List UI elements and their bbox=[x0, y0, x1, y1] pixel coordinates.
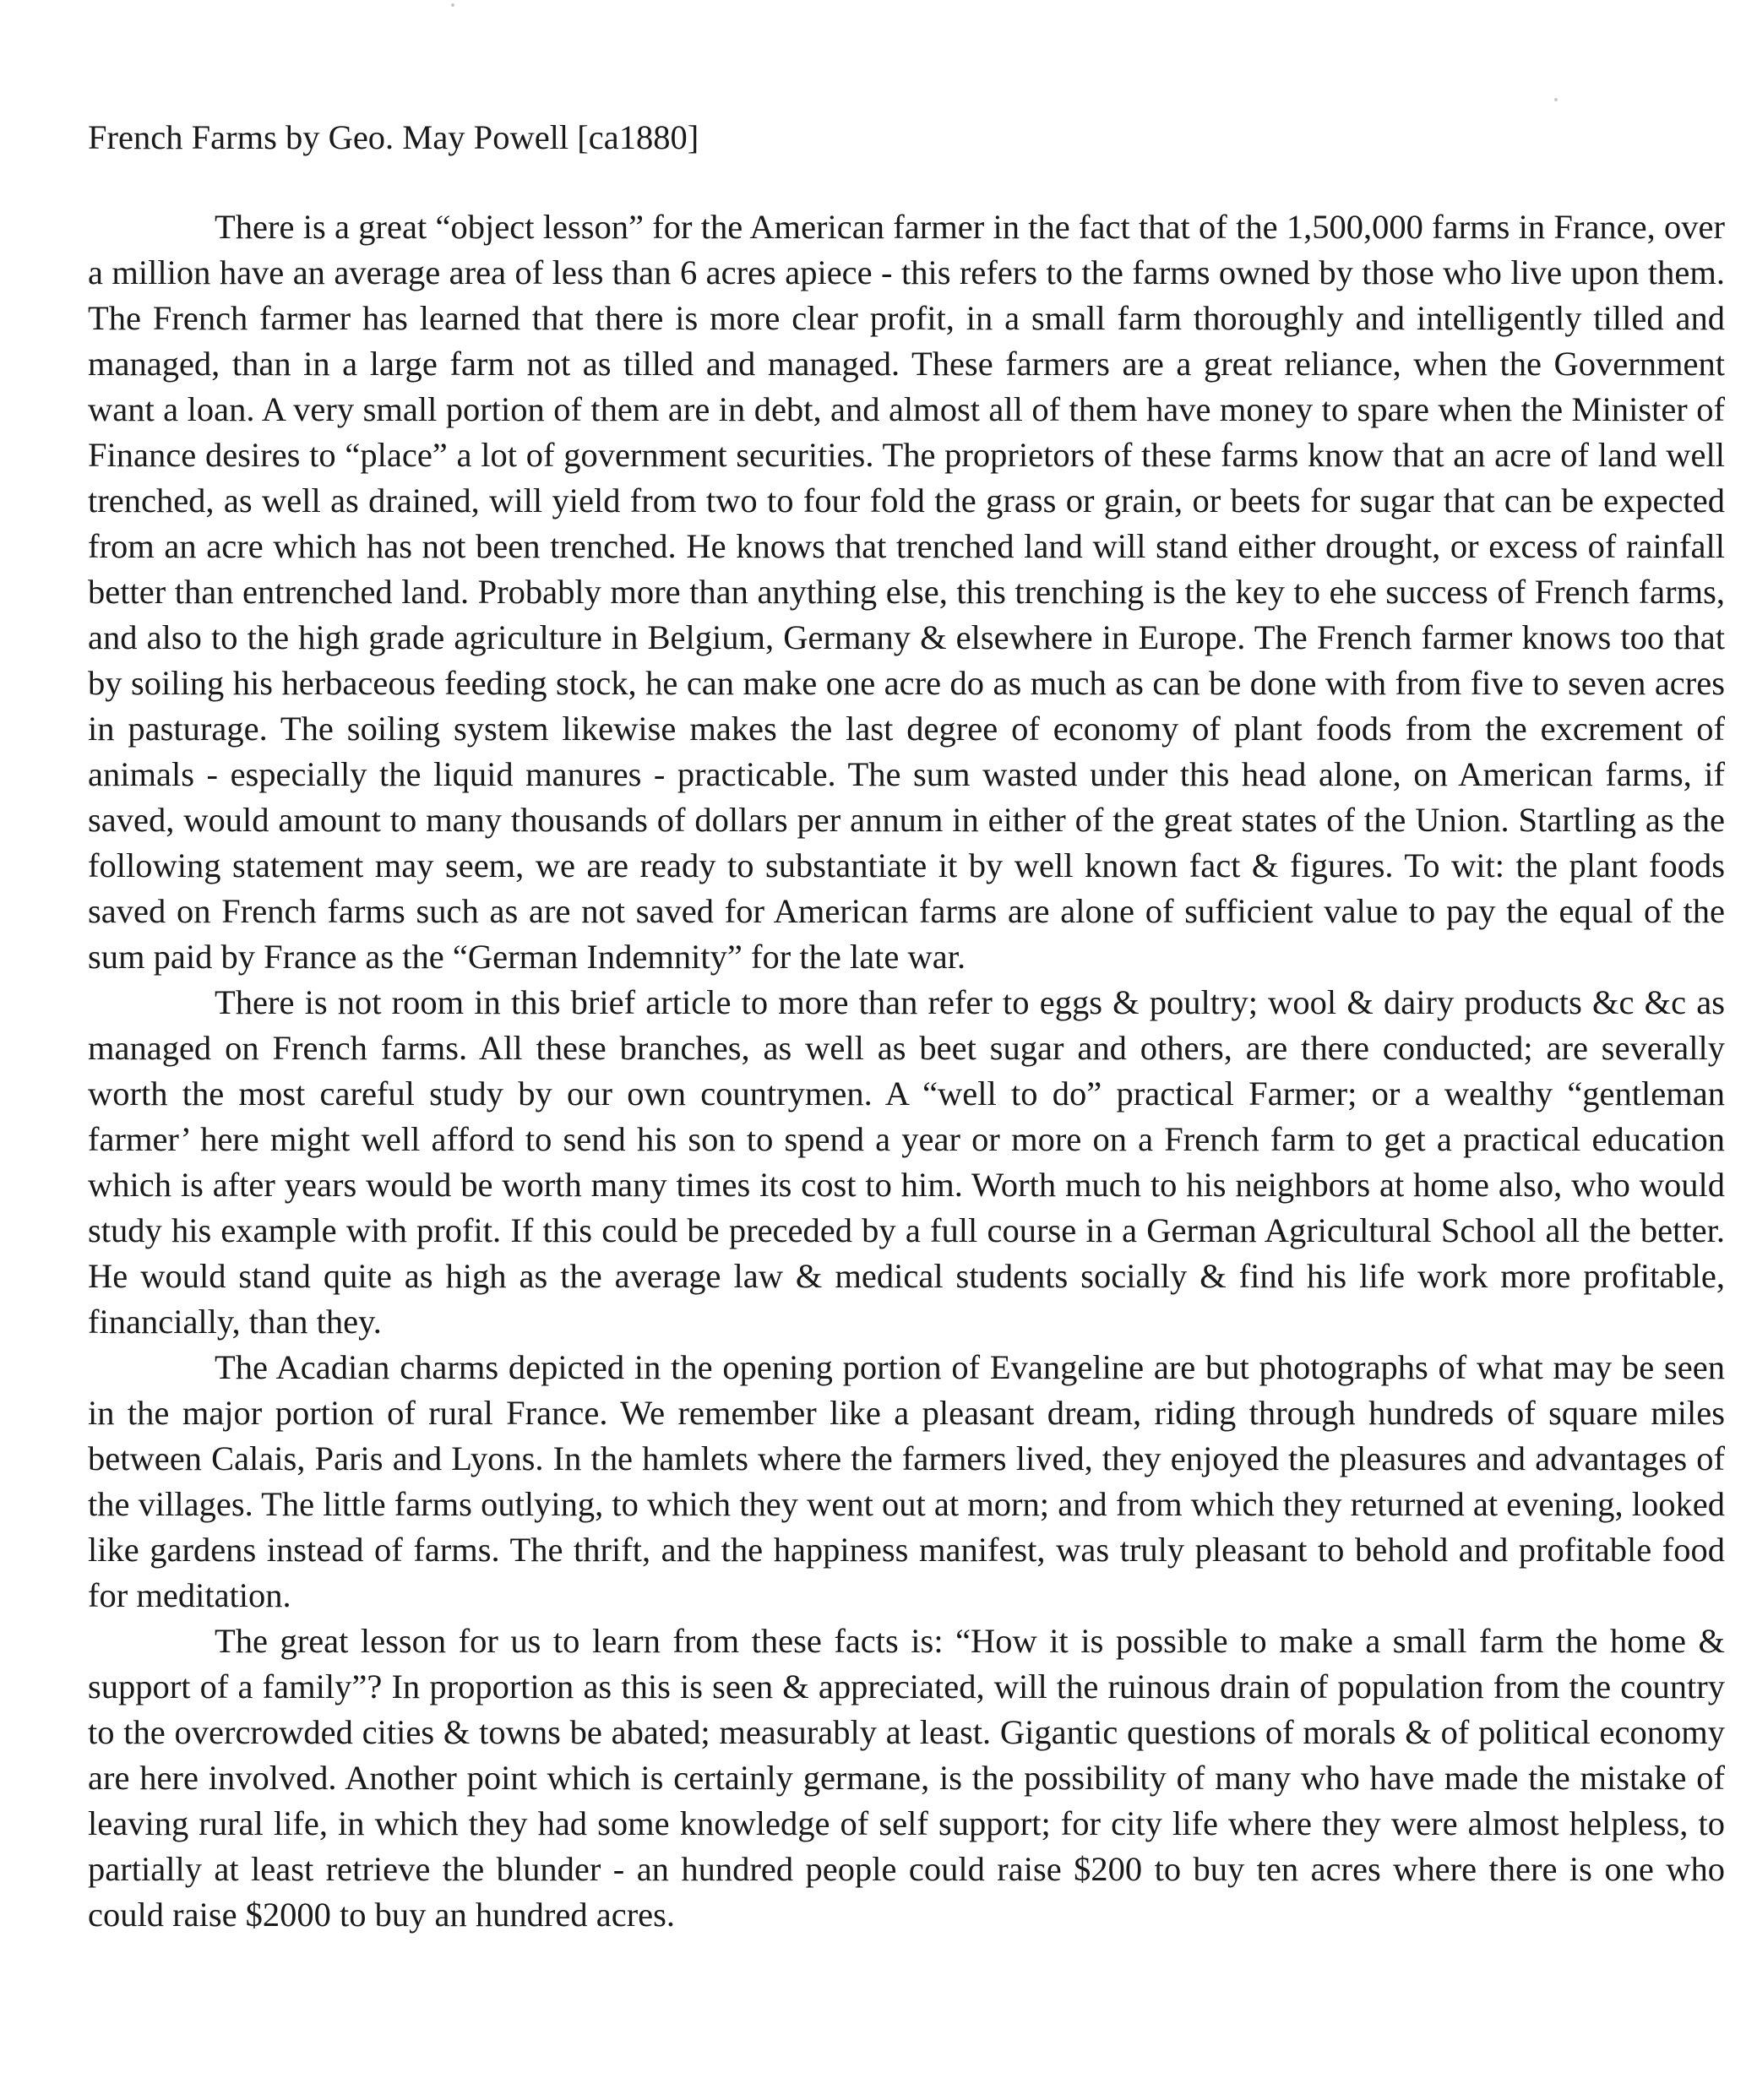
paragraph-3: The Acadian charms depicted in the opening portion of Evangeline are but photographs of what may be seen in the major portion of rural France. We remember like a pleasant dream, riding through hundreds of square miles between Calais, Paris and Lyons. In the hamlets where the farmers lived, they enjoyed the pleasures and advantages of the villages. The little farms outlying, to which they went out at morn; and from which they returned at evening, looked like gardens instead of farms. The thrift, and the happiness manifest, was truly pleasant to behold and profitable food for meditation. bbox=[88, 1348, 1725, 1614]
paragraph-2: There is not room in this brief article to more than refer to eggs & poultry; wool & dairy products &c &c as managed on French farms. All these branches, as well as beet sugar and others, are there conducted; are severally worth the most careful study by our own countrymen. A “well to do” practical Farmer; or a wealthy “gentleman farmer’ here might well afford to send his son to spend a year or more on a French farm to get a practical education which is after years would be worth many times its cost to him. Worth much to his neighbors at home also, who would study his example with profit. If this could be preceded by a full course in a German Agricultural School all the better. He would stand quite as high as the average law & medical students socially & find his life work more profitable, financially, than they. bbox=[88, 983, 1725, 1341]
document-body bbox=[88, 115, 1743, 1938]
scan-speck bbox=[451, 3, 454, 7]
scan-speck bbox=[1554, 98, 1558, 101]
paragraph-1: There is a great “object lesson” for the American farmer in the fact that of the 1,500,000 farms in France, over a million have an average area of less than 6 acres apiece - this refers to the farms owned by those who live upon them. The French farmer has learned that there is more clear profit, in a small farm thoroughly and intelligently tilled and managed, than in a large farm not as tilled and managed. These farmers are a great reliance, when the Government want a loan. A very small portion of them are in debt, and almost all of them have money to spare when the Minister of Finance desires to “place” a lot of government securities. The proprietors of these farms know that an acre of land well trenched, as well as drained, will yield from two to four fold the grass or grain, or beets for sugar that can be expected from an acre which has not been trenched. He knows that trenched land will stand either drought, or excess of rainfall better than entrenched land. Probably more than anything else, this trenching is the key to ehe success of French farms, and also to the high grade agriculture in Belgium, Germany & elsewhere in Europe. The French farmer knows too that by soiling his herbaceous feeding stock, he can make one acre do as much as can be done with from five to seven acres in pasturage. The soiling system likewise makes the last degree of economy of plant foods from the excrement of animals - especially the liquid manures - practicable. The sum wasted under this head alone, on American farms, if saved, would amount to many thousands of dollars per annum in either of the great states of the Union. Startling as the following statement may seem, we are ready to substantiate it by well known fact & figures. To wit: the plant foods saved on French farms such as are not saved for American farms are alone of sufficient value to pay the equal of the sum paid by France as the “German Indemnity” for the late war. bbox=[88, 208, 1725, 976]
paragraph-4: The great lesson for us to learn from these facts is: “How it is possible to make a small farm the home & support of a family”? In proportion as this is seen & appreciated, will the ruinous drain of population from the country to the overcrowded cities & towns be abated; measurably at least. Gigantic questions of morals & of political economy are here involved. Another point which is certainly germane, is the possibility of many who have made the mistake of leaving rural life, in which they had some knowledge of self support; for city life where they were almost helpless, to partially at least retrieve the blunder - an hundred people could raise $200 to buy ten acres where there is one who could raise $2000 to buy an hundred acres. bbox=[88, 1622, 1725, 1934]
document-title: French Farms by Geo. May Powell [ca1880] bbox=[88, 118, 699, 156]
